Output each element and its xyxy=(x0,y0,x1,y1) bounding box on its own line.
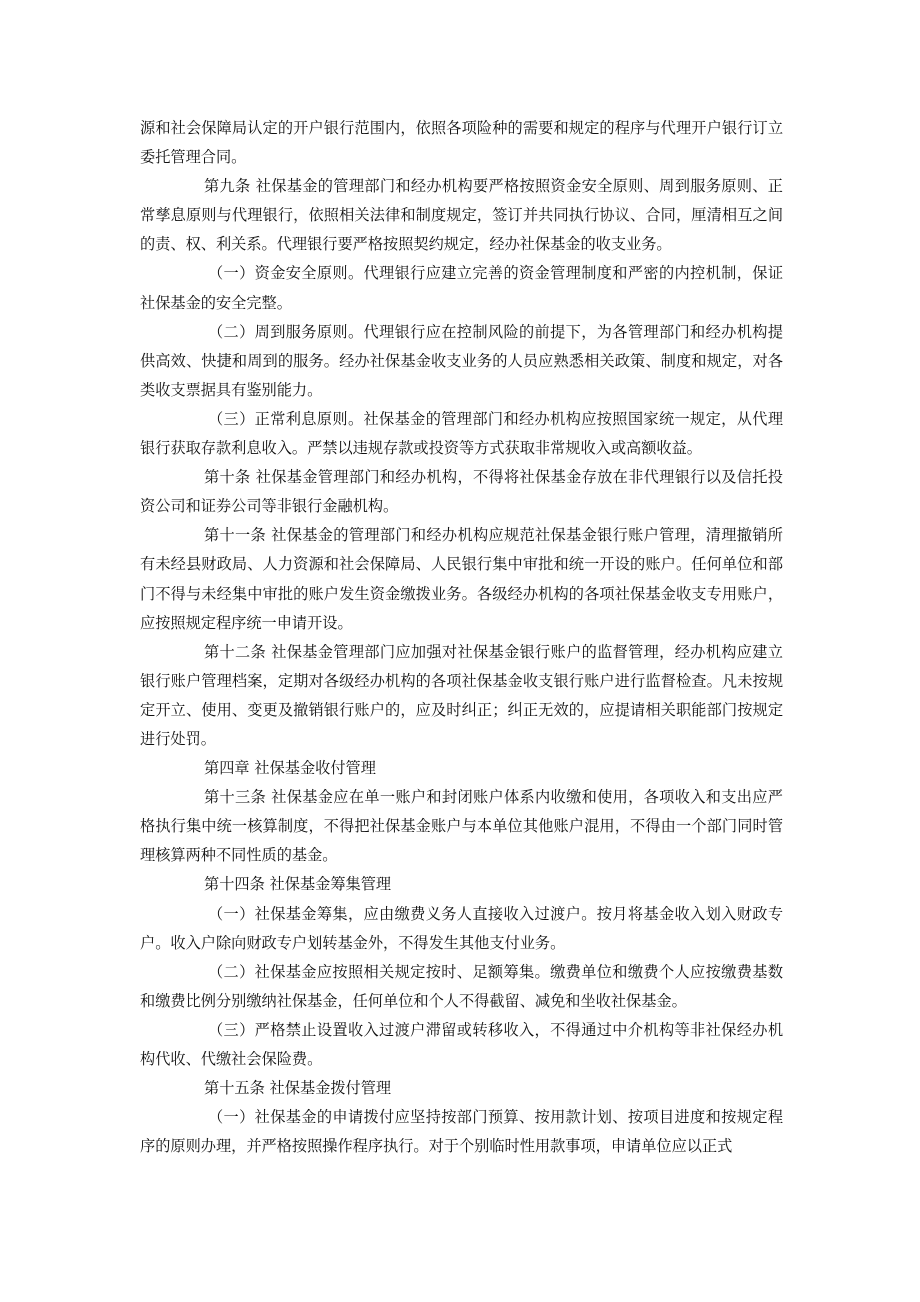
article-15-item-1: （一）社保基金的申请拨付应坚持按部门预算、按用款计划、按项目进度和按规定程序的原则办理，并严格按照操作程序执行。对于个别临时性用款事项，申请单位应以正式 xyxy=(140,1108,783,1156)
article-11: 第十一条 社保基金的管理部门和经办机构应规范社保基金银行账户管理，清理撤销所有未经县财政局、人力资源和社会保障局、人民银行集中审批和统一开设的账户。任何单位和部门不得与未经集中审批的账户发生资金缴拨业务。各级经办机构的各项社保基金收支专用账户，应按照规定程序统一申请开设。 xyxy=(140,526,783,632)
article-9: 第九条 社保基金的管理部门和经办机构要严格按照资金安全原则、周到服务原则、正常孳息原则与代理银行，依照相关法律和制度规定，签订并共同执行协议、合同，厘清相互之间的责、权、利关系。代理银行要严格按照契约规定，经办社保基金的收支业务。 xyxy=(140,177,783,254)
article-9-item-2: （二）周到服务原则。代理银行应在控制风险的前提下，为各管理部门和经办机构提供高效、快捷和周到的服务。经办社保基金收支业务的人员应熟悉相关政策、制度和规定，对各类收支票据具有鉴别能力。 xyxy=(140,322,783,399)
article-13: 第十三条 社保基金应在单一账户和封闭账户体系内收缴和使用，各项收入和支出应严格执行集中统一核算制度，不得把社保基金账户与本单位其他账户混用，不得由一个部门同时管理核算两种不同性质的基金。 xyxy=(140,788,783,865)
article-15: 第十五条 社保基金拨付管理 xyxy=(204,1079,392,1098)
article-10: 第十条 社保基金管理部门和经办机构，不得将社保基金存放在非代理银行以及信托投资公司和证券公司等非银行金融机构。 xyxy=(140,468,783,516)
article-12: 第十二条 社保基金管理部门应加强对社保基金银行账户的监督管理，经办机构应建立银行账户管理档案，定期对各级经办机构的各项社保基金收支银行账户进行监督检查。凡未按规定开立、使用、变更及撤销银行账户的，应及时纠正；纠正无效的，应提请相关职能部门按规定进行处罚。 xyxy=(140,642,783,748)
article-9-item-1: （一）资金安全原则。代理银行应建立完善的资金管理制度和严密的内控机制，保证社保基金的安全完整。 xyxy=(140,264,783,312)
article-14-item-2: （二）社保基金应按照相关规定按时、足额筹集。缴费单位和缴费个人应按缴费基数和缴费比例分别缴纳社保基金，任何单位和个人不得截留、减免和坐收社保基金。 xyxy=(140,962,783,1010)
paragraph-continuation: 源和社会保障局认定的开户银行范围内，依照各项险种的需要和规定的程序与代理开户银行订立委托管理合同。 xyxy=(140,119,783,167)
article-14: 第十四条 社保基金筹集管理 xyxy=(204,875,392,894)
article-9-item-3: （三）正常利息原则。社保基金的管理部门和经办机构应按照国家统一规定，从代理银行获取存款利息收入。严禁以违规存款或投资等方式获取非常规收入或高额收益。 xyxy=(140,409,783,458)
document-page xyxy=(140,114,783,1161)
article-14-item-1: （一）社保基金筹集，应由缴费义务人直接收入过渡户。按月将基金收入划入财政专户。收入户除向财政专户划转基金外，不得发生其他支付业务。 xyxy=(140,904,783,952)
chapter-4-heading: 第四章 社保基金收付管理 xyxy=(204,759,376,778)
article-14-item-3: （三）严格禁止设置收入过渡户滞留或转移收入，不得通过中介机构等非社保经办机构代收、代缴社会保险费。 xyxy=(140,1020,783,1068)
